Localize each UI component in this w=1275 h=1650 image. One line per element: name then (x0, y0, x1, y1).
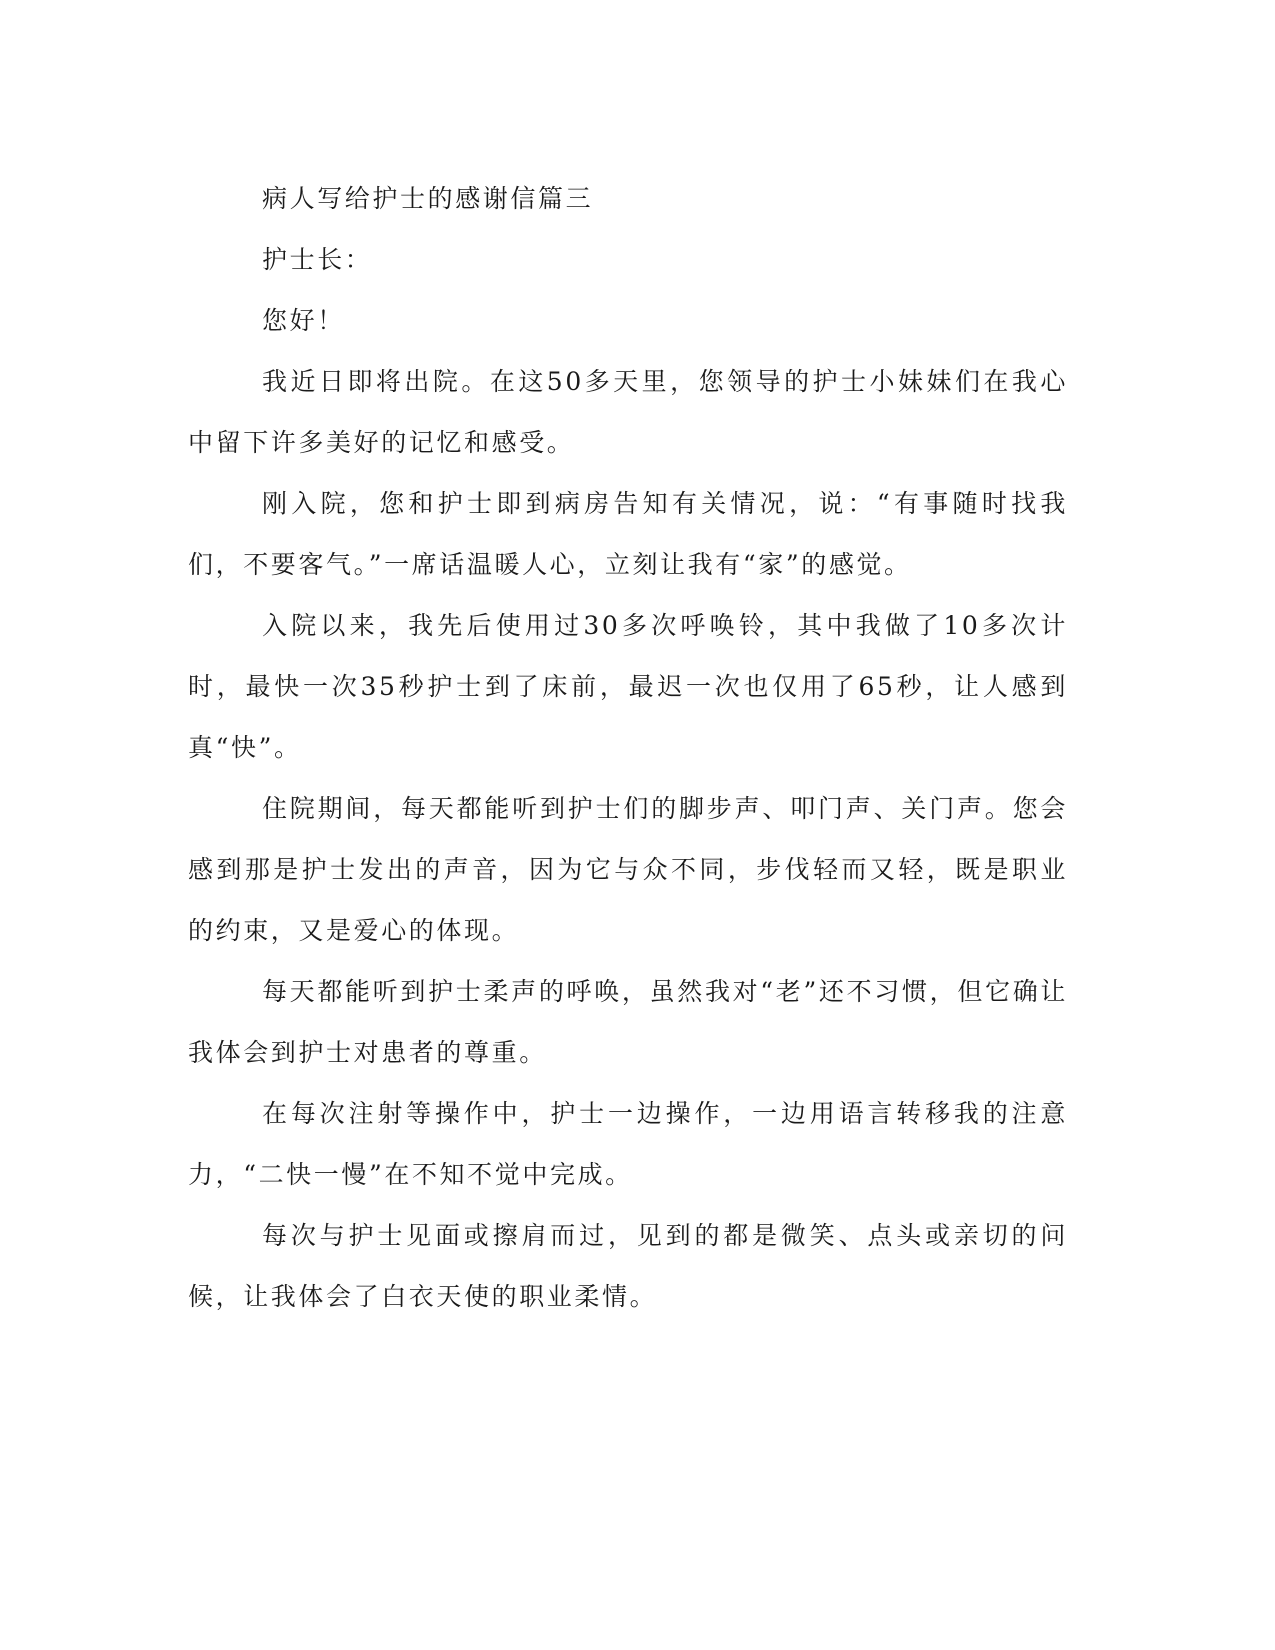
paragraph: 在每次注射等操作中，护士一边操作，一边用语言转移我的注意力，“二快一慢”在不知不觉中完成。 (188, 1099, 1068, 1189)
letter-salutation: 护士长： (262, 245, 373, 274)
letter-body (188, 168, 1068, 1327)
paragraph: 入院以来，我先后使用过30多次呼唤铃，其中我做了10多次计时，最快一次35秒护士到了床前，最迟一次也仅用了65秒，让人感到真“快”。 (188, 611, 1068, 762)
paragraph: 刚入院，您和护士即到病房告知有关情况，说：“有事随时找我们，不要客气。”一席话温暖人心，立刻让我有“家”的感觉。 (188, 489, 1068, 579)
paragraph: 每天都能听到护士柔声的呼唤，虽然我对“老”还不习惯，但它确让我体会到护士对患者的尊重。 (188, 977, 1068, 1067)
paragraph: 每次与护士见面或擦肩而过，见到的都是微笑、点头或亲切的问候，让我体会了白衣天使的职业柔情。 (188, 1221, 1068, 1311)
paragraph: 住院期间，每天都能听到护士们的脚步声、叩门声、关门声。您会感到那是护士发出的声音，因为它与众不同，步伐轻而又轻，既是职业的约束，又是爱心的体现。 (188, 794, 1068, 945)
paragraph: 我近日即将出院。在这50多天里，您领导的护士小妹妹们在我心中留下许多美好的记忆和感受。 (188, 367, 1068, 457)
letter-title: 病人写给护士的感谢信篇三 (262, 184, 594, 213)
letter-greeting: 您好！ (262, 306, 345, 335)
